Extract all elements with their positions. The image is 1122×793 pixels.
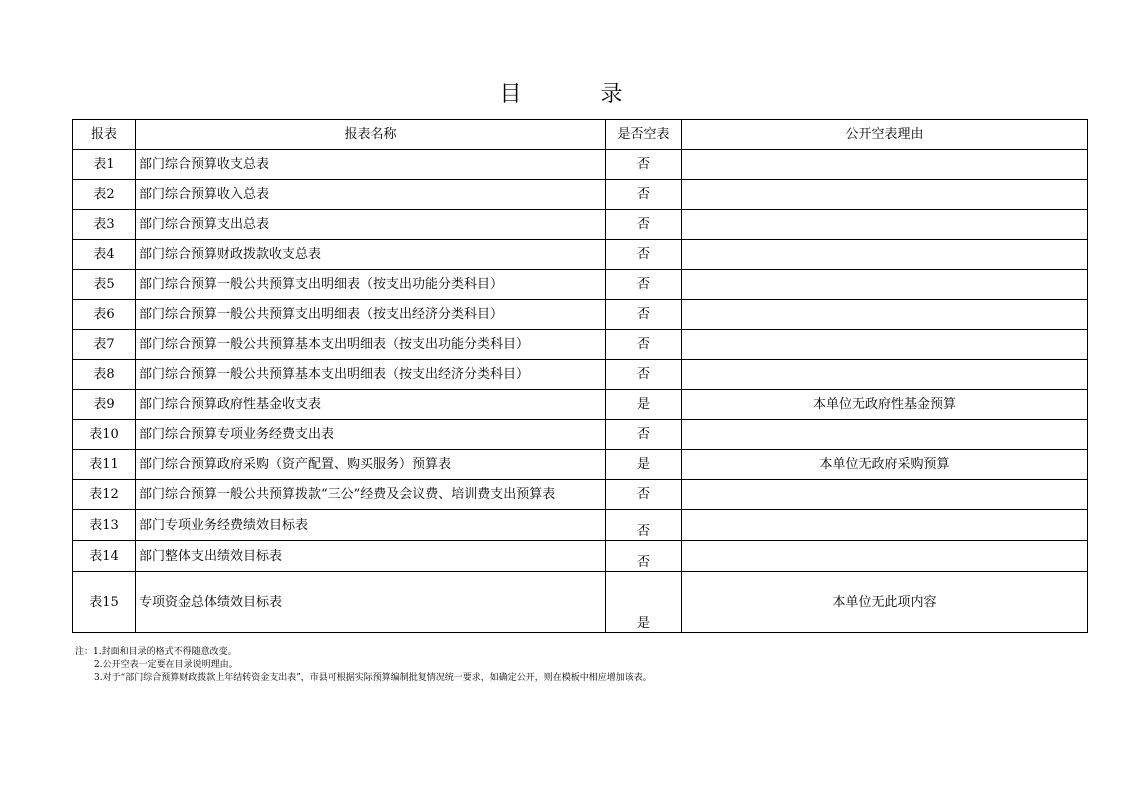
row-name: 部门综合预算财政拨款收支总表 <box>136 240 606 270</box>
row-reason <box>682 480 1088 510</box>
table-row <box>73 300 1088 330</box>
row-id: 表14 <box>73 541 136 572</box>
row-reason <box>682 330 1088 360</box>
row-name: 部门综合预算一般公共预算基本支出明细表（按支出经济分类科目） <box>136 360 606 390</box>
row-id: 表7 <box>73 330 136 360</box>
footnotes <box>75 646 652 685</box>
header-reason: 公开空表理由 <box>682 120 1088 150</box>
row-id: 表6 <box>73 300 136 330</box>
row-id: 表10 <box>73 420 136 450</box>
row-id: 表4 <box>73 240 136 270</box>
row-reason <box>682 270 1088 300</box>
row-name: 部门综合预算政府采购（资产配置、购买服务）预算表 <box>136 450 606 480</box>
row-empty: 否 <box>606 210 682 240</box>
table-row <box>73 270 1088 300</box>
row-id: 表9 <box>73 390 136 420</box>
table-row <box>73 360 1088 390</box>
row-id: 表2 <box>73 180 136 210</box>
row-name: 部门综合预算收支总表 <box>136 150 606 180</box>
row-id: 表1 <box>73 150 136 180</box>
row-empty: 否 <box>606 420 682 450</box>
footnote-1: 注：1.封面和目录的格式不得随意改变。 <box>75 647 237 657</box>
row-empty: 否 <box>606 480 682 510</box>
row-id: 表8 <box>73 360 136 390</box>
row-reason <box>682 150 1088 180</box>
row-reason: 本单位无政府采购预算 <box>682 450 1088 480</box>
row-reason <box>682 541 1088 572</box>
row-id: 表12 <box>73 480 136 510</box>
row-name: 部门综合预算一般公共预算支出明细表（按支出功能分类科目） <box>136 270 606 300</box>
catalog-table <box>72 119 1088 633</box>
footnote-3: 3.对于“部门综合预算财政拨款上年结转资金支出表”，市县可根据实际预算编制批复情况统一要求，如确定公开，则在模板中相应增加该表。 <box>94 673 652 683</box>
row-reason: 本单位无此项内容 <box>682 572 1088 633</box>
row-empty: 是 <box>606 450 682 480</box>
row-name: 部门综合预算支出总表 <box>136 210 606 240</box>
row-id: 表11 <box>73 450 136 480</box>
row-id: 表5 <box>73 270 136 300</box>
table-row <box>73 390 1088 420</box>
row-empty: 否 <box>606 270 682 300</box>
table-row <box>73 541 1088 572</box>
table-row <box>73 572 1088 633</box>
table-row <box>73 420 1088 450</box>
table-row <box>73 150 1088 180</box>
row-empty: 否 <box>606 541 682 572</box>
row-reason: 本单位无政府性基金预算 <box>682 390 1088 420</box>
row-reason <box>682 360 1088 390</box>
row-empty: 是 <box>606 390 682 420</box>
row-empty: 否 <box>606 300 682 330</box>
row-id: 表3 <box>73 210 136 240</box>
row-reason <box>682 510 1088 541</box>
row-empty: 是 <box>606 572 682 633</box>
row-id: 表15 <box>73 572 136 633</box>
footnote-2: 2.公开空表一定要在目录说明理由。 <box>94 660 238 670</box>
row-name: 部门综合预算专项业务经费支出表 <box>136 420 606 450</box>
table-row <box>73 510 1088 541</box>
table-row <box>73 210 1088 240</box>
row-reason <box>682 420 1088 450</box>
page-title: 目 录 <box>499 82 659 107</box>
row-name: 部门专项业务经费绩效目标表 <box>136 510 606 541</box>
row-name: 部门综合预算政府性基金收支表 <box>136 390 606 420</box>
row-reason <box>682 300 1088 330</box>
row-empty: 否 <box>606 360 682 390</box>
header-empty: 是否空表 <box>606 120 682 150</box>
header-name: 报表名称 <box>136 120 606 150</box>
row-name: 部门综合预算一般公共预算拨款“三公”经费及会议费、培训费支出预算表 <box>136 480 606 510</box>
row-reason <box>682 180 1088 210</box>
row-empty: 否 <box>606 150 682 180</box>
row-name: 部门综合预算一般公共预算支出明细表（按支出经济分类科目） <box>136 300 606 330</box>
table-row <box>73 240 1088 270</box>
row-empty: 否 <box>606 510 682 541</box>
row-id: 表13 <box>73 510 136 541</box>
table-row <box>73 480 1088 510</box>
row-reason <box>682 240 1088 270</box>
row-name: 部门整体支出绩效目标表 <box>136 541 606 572</box>
row-reason <box>682 210 1088 240</box>
table-row <box>73 330 1088 360</box>
table-row <box>73 450 1088 480</box>
header-id: 报表 <box>73 120 136 150</box>
row-name: 部门综合预算一般公共预算基本支出明细表（按支出功能分类科目） <box>136 330 606 360</box>
row-name: 部门综合预算收入总表 <box>136 180 606 210</box>
row-empty: 否 <box>606 240 682 270</box>
row-empty: 否 <box>606 180 682 210</box>
table-header-row <box>73 120 1088 150</box>
table-row <box>73 180 1088 210</box>
row-empty: 否 <box>606 330 682 360</box>
row-name: 专项资金总体绩效目标表 <box>136 572 606 633</box>
